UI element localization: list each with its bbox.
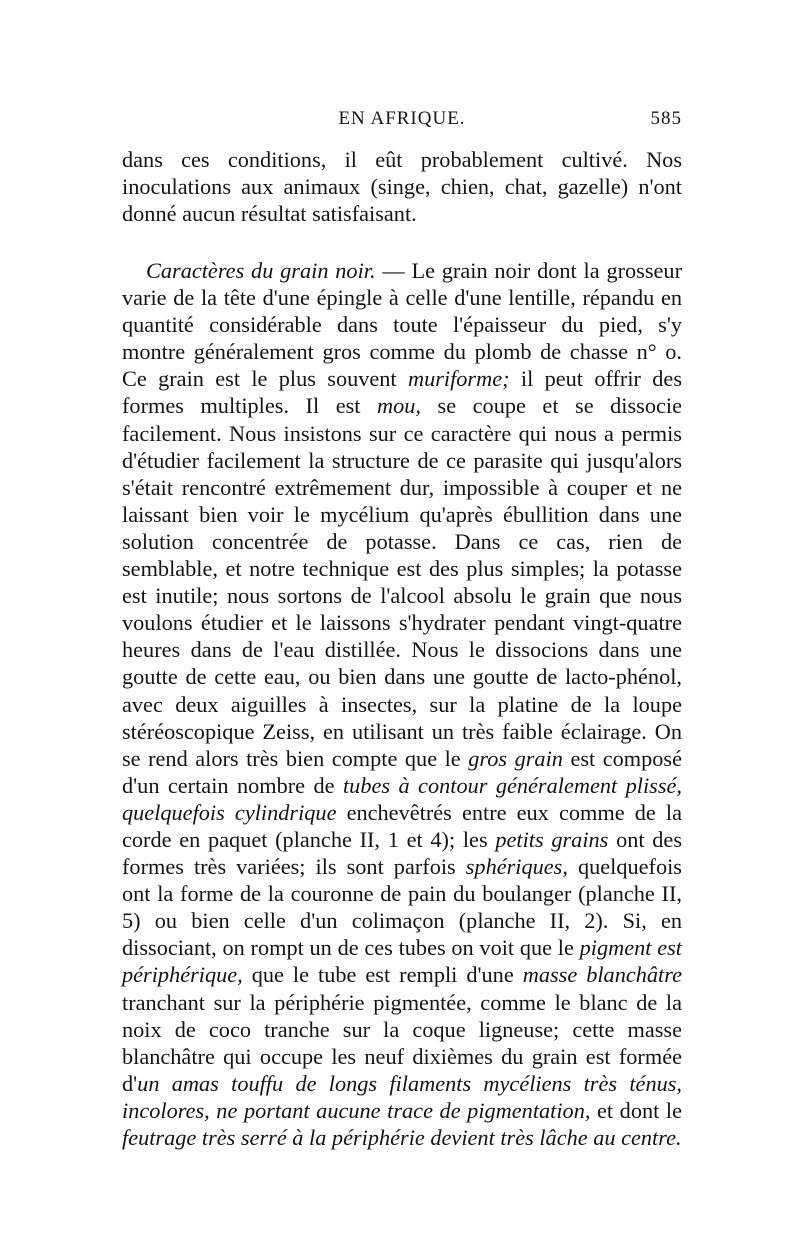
text-run: ont des formes très variées; ils sont parfois — [122, 826, 682, 880]
italic-term: tubes à contour généralement plissé, quelquefois cylindrique — [122, 772, 682, 825]
italic-term: muriforme; — [407, 366, 510, 392]
italic-term: pigment est périphérique, — [122, 935, 682, 988]
italic-term: mou, — [377, 393, 421, 419]
text-run: est composé d'un certain nombre de — [122, 745, 683, 798]
running-title: EN AFRIQUE. — [338, 108, 466, 129]
italic-term: un amas touffu de longs filaments mycéliens très ténus, incolores, ne portant aucune trace de pigmentation, — [122, 1070, 682, 1123]
paragraph-grain-noir — [122, 257, 682, 1151]
text-run: il peut offrir des formes multiples. Il est — [122, 366, 683, 419]
italic-term: masse blanchâtre — [522, 962, 682, 988]
text-run: se coupe et se dissocie facilement. Nous insistons sur ce caractère qui nous a permis d'étudier facilement la structure de ce parasite qui jusqu'alors s'était rencontré extrêmement dur, impossible à couper et ne laissant bien voir le mycélium qu'après ébullition dans une solution concentrée de potasse. Dans ce cas, rien de semblable, et notre technique est des plus simples; la potasse est inutile; nous sortons de l'alcool absolu le grain que nous voulons étudier et le laissons s'hydrater pendant vingt-quatre heures dans de l'eau distillée. Nous le dissocions dans une goutte de cette eau, ou bien dans une goutte de lacto-phénol, avec deux aiguilles à insectes, sur la platine de la loupe stéréoscopique Zeiss, en utilisant un très faible éclairage. On se rend alors très bien compte que le — [122, 393, 682, 771]
text-run: tranchant sur la périphérie pigmentée, comme le blanc de la noix de coco tranche sur la coque ligneuse; cette masse blanchâtre qui occupe les neuf dixièmes du grain est formée d' — [122, 989, 682, 1096]
text-run: enchevêtrés entre eux comme de la corde en paquet (planche II, 1 et 4); les — [122, 799, 682, 852]
italic-term: sphériques, — [465, 854, 568, 880]
text-run: et dont le — [590, 1097, 682, 1123]
paragraph-continued: dans ces conditions, il eût probablement cultivé. Nos inoculations aux animaux (singe, chien, chat, gazelle) n'ont donné aucun résultat satisfaisant. — [122, 147, 682, 227]
section-lead: Caractères du grain noir. — [146, 258, 376, 283]
text-run: — Le grain noir dont la grosseur varie de la tête d'une épingle à celle d'une lentille, répandu en quantité considérable dans toute l'épaisseur du pied, s'y montre généralement gros comme du plomb de chasse n° o. Ce grain est le plus souvent — [122, 258, 682, 392]
page-number: 585 — [650, 108, 682, 129]
italic-term: gros grain — [468, 745, 563, 771]
text-run: quelquefois ont la forme de la couronne de pain du boulanger (planche II, 5) ou bien celle d'un colimaçon (planche II, 2). Si, en dissociant, on rompt un de ces tubes on voit que le — [122, 854, 682, 961]
text-run: que le tube est rempli d'une — [242, 962, 523, 988]
running-header — [122, 108, 682, 136]
italic-term: feutrage très serré à la périphérie devient très lâche au centre. — [122, 1125, 682, 1150]
italic-term: petits grains — [495, 826, 609, 852]
